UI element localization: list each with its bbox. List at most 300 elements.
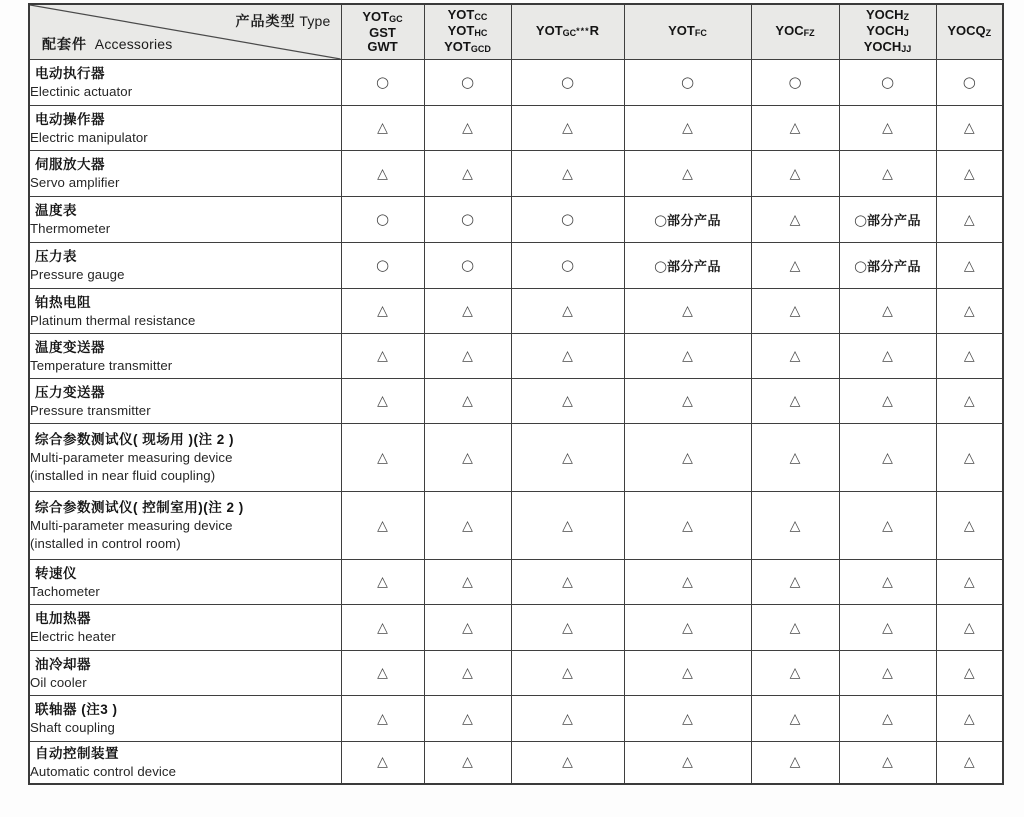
column-header-line <box>342 26 424 40</box>
circle-symbol: ○ <box>653 256 668 275</box>
compat-cell-triangle <box>751 742 839 784</box>
triangle-symbol: △ <box>462 517 473 534</box>
table-row <box>29 106 1003 151</box>
column-header-line <box>937 24 1003 40</box>
triangle-symbol: △ <box>682 665 693 681</box>
row-label-cell <box>29 560 341 605</box>
triangle-symbol: △ <box>882 619 893 636</box>
triangle-symbol: △ <box>682 165 693 182</box>
triangle-symbol: △ <box>682 517 693 534</box>
compat-cell-triangle <box>936 424 1003 492</box>
compat-cell-triangle <box>936 334 1003 379</box>
compat-cell-triangle <box>424 651 511 696</box>
row-label-cell <box>29 424 341 492</box>
model-code-subscript: GC <box>389 14 403 24</box>
column-header-yoc-fz <box>751 4 839 60</box>
compat-cell-triangle <box>424 106 511 151</box>
compat-cell-triangle <box>511 424 624 492</box>
triangle-symbol: △ <box>377 574 388 590</box>
compat-cell-circle <box>511 60 624 106</box>
triangle-symbol: △ <box>562 393 573 409</box>
triangle-symbol: △ <box>377 120 388 136</box>
compat-cell-triangle <box>751 492 839 560</box>
triangle-symbol: △ <box>562 754 573 771</box>
circle-symbol: ○ <box>880 73 895 91</box>
table-row <box>29 492 1003 560</box>
compat-cell-circle-partial <box>839 197 936 243</box>
compat-cell-triangle <box>511 605 624 651</box>
row-label-cell <box>29 243 341 289</box>
row-label-zh: 联轴器 (注3 ) <box>35 702 118 717</box>
compat-cell-triangle <box>936 560 1003 605</box>
circle-symbol: ○ <box>788 73 802 91</box>
triangle-symbol: △ <box>682 348 693 364</box>
model-code-subscript: GC <box>562 28 577 38</box>
column-header-line <box>342 10 424 26</box>
column-header-line <box>840 8 936 24</box>
compat-cell-triangle <box>839 651 936 696</box>
row-label-cell <box>29 334 341 379</box>
triangle-symbol: △ <box>882 574 893 590</box>
compat-cell-triangle <box>839 151 936 197</box>
triangle-symbol: △ <box>963 165 975 182</box>
triangle-symbol: △ <box>882 393 893 409</box>
triangle-symbol: △ <box>462 348 473 364</box>
row-label-en: Platinum thermal resistance <box>30 312 196 328</box>
triangle-symbol: △ <box>377 165 388 182</box>
row-label-zh: 综合参数测试仪( 现场用 )(注 2 ) <box>35 432 234 447</box>
triangle-symbol: △ <box>882 665 893 681</box>
row-label-cell <box>29 197 341 243</box>
triangle-symbol: △ <box>682 710 693 727</box>
partial-products-label: 部分产品 <box>667 258 722 274</box>
compat-cell-triangle <box>341 696 424 742</box>
triangle-symbol: △ <box>562 303 573 319</box>
triangle-symbol: △ <box>789 619 801 636</box>
compat-cell-triangle <box>624 106 751 151</box>
compat-cell-triangle <box>511 106 624 151</box>
table-row <box>29 379 1003 424</box>
row-label-en: (installed in control room) <box>30 536 181 551</box>
compat-cell-triangle <box>839 560 936 605</box>
triangle-symbol: △ <box>963 348 975 364</box>
compat-cell-triangle <box>751 151 839 197</box>
table-row <box>29 289 1003 334</box>
circle-symbol: ○ <box>375 73 390 91</box>
partial-products-label: 部分产品 <box>867 258 922 274</box>
triangle-symbol: △ <box>789 165 801 182</box>
triangle-symbol: △ <box>882 303 893 319</box>
column-header-yot-gc-r <box>511 4 624 60</box>
column-header-yot-fc <box>624 4 751 60</box>
compat-cell-triangle <box>341 742 424 784</box>
model-code-subscript: JJ <box>901 44 912 54</box>
row-label-cell <box>29 492 341 560</box>
compat-cell-triangle <box>839 605 936 651</box>
compat-cell-triangle <box>751 651 839 696</box>
row-label-zh: 伺服放大器 <box>35 157 105 172</box>
table-row <box>29 560 1003 605</box>
row-label-zh: 铂热电阻 <box>35 294 91 310</box>
model-code-text: *** <box>576 26 590 36</box>
row-label-cell <box>29 151 341 197</box>
circle-symbol: ○ <box>853 256 868 275</box>
compat-cell-triangle <box>511 151 624 197</box>
compat-cell-circle <box>751 60 839 106</box>
triangle-symbol: △ <box>562 449 573 466</box>
circle-symbol: ○ <box>680 73 695 91</box>
triangle-symbol: △ <box>377 348 388 364</box>
model-code-text: YOT <box>668 23 695 38</box>
compat-cell-triangle <box>936 742 1003 784</box>
compat-cell-triangle <box>341 289 424 334</box>
compat-cell-triangle <box>341 151 424 197</box>
compat-cell-circle <box>936 60 1003 106</box>
compat-cell-triangle <box>839 379 936 424</box>
compat-cell-triangle <box>511 651 624 696</box>
model-code-text: YOCH <box>866 23 904 38</box>
model-code-text: YOT <box>535 23 563 38</box>
row-label-cell <box>29 106 341 151</box>
accessories-label-en: Accessories <box>94 36 173 52</box>
triangle-symbol: △ <box>562 574 573 590</box>
compatibility-table <box>28 3 1004 785</box>
model-code-text: YOC <box>775 23 804 38</box>
compat-cell-triangle <box>751 605 839 651</box>
row-label-en: Thermometer <box>30 221 111 236</box>
triangle-symbol: △ <box>882 754 893 771</box>
triangle-symbol: △ <box>682 449 693 466</box>
circle-symbol: ○ <box>853 210 868 229</box>
row-label-en: Multi-parameter measuring device <box>30 518 233 533</box>
compat-cell-triangle <box>751 424 839 492</box>
compat-cell-triangle <box>936 197 1003 243</box>
compat-cell-triangle <box>424 334 511 379</box>
table-row <box>29 651 1003 696</box>
compat-cell-triangle <box>751 334 839 379</box>
circle-symbol: ○ <box>460 73 475 91</box>
triangle-symbol: △ <box>682 574 693 590</box>
column-header-yot-gc-gst-gwt <box>341 4 424 60</box>
compat-cell-triangle <box>839 696 936 742</box>
triangle-symbol: △ <box>882 120 893 136</box>
triangle-symbol: △ <box>963 257 975 274</box>
triangle-symbol: △ <box>682 619 693 636</box>
circle-symbol: ○ <box>460 210 475 228</box>
column-header-line <box>425 40 511 56</box>
row-label-en: Pressure transmitter <box>30 402 151 418</box>
compat-cell-triangle <box>511 289 624 334</box>
row-label-cell <box>29 379 341 424</box>
model-code-text: GST <box>369 25 396 40</box>
row-label-zh: 压力表 <box>35 249 77 264</box>
triangle-symbol: △ <box>882 165 893 182</box>
triangle-symbol: △ <box>789 303 801 319</box>
row-label-zh: 电动操作器 <box>35 111 105 127</box>
compat-cell-triangle <box>624 492 751 560</box>
triangle-symbol: △ <box>963 574 975 590</box>
compat-cell-triangle <box>936 379 1003 424</box>
row-label-cell <box>29 605 341 651</box>
table-row <box>29 151 1003 197</box>
compat-cell-triangle <box>624 560 751 605</box>
triangle-symbol: △ <box>682 120 693 136</box>
row-label-cell <box>29 651 341 696</box>
column-header-line <box>840 24 936 40</box>
triangle-symbol: △ <box>562 710 573 727</box>
accessories-label-zh: 配套件 <box>42 36 87 52</box>
circle-symbol: ○ <box>460 256 475 274</box>
compat-cell-triangle <box>624 696 751 742</box>
row-label-en: Automatic control device <box>30 763 177 779</box>
triangle-symbol: △ <box>963 303 975 319</box>
compat-cell-triangle <box>624 651 751 696</box>
triangle-symbol: △ <box>963 619 975 636</box>
row-label-en: Electinic actuator <box>30 84 133 99</box>
triangle-symbol: △ <box>462 665 473 681</box>
row-label-en: Oil cooler <box>30 674 87 690</box>
compat-cell-triangle <box>751 560 839 605</box>
triangle-symbol: △ <box>789 665 801 681</box>
triangle-symbol: △ <box>882 348 893 364</box>
compat-cell-triangle <box>511 560 624 605</box>
compat-cell-circle <box>341 60 424 106</box>
compat-cell-triangle <box>751 696 839 742</box>
row-label-cell <box>29 696 341 742</box>
model-code-subscript: FZ <box>803 28 815 38</box>
row-label-en: Electric heater <box>30 629 116 644</box>
row-label-en: Shaft coupling <box>30 720 115 735</box>
triangle-symbol: △ <box>789 710 801 727</box>
compat-cell-triangle <box>936 696 1003 742</box>
triangle-symbol: △ <box>789 211 801 228</box>
column-header-line <box>512 24 624 40</box>
compat-cell-circle-partial <box>624 197 751 243</box>
type-label-en: Type <box>299 13 331 29</box>
circle-symbol: ○ <box>962 73 976 91</box>
column-header-line <box>625 24 751 40</box>
partial-products-label: 部分产品 <box>667 212 722 228</box>
compat-cell-triangle <box>936 605 1003 651</box>
compat-cell-triangle <box>511 696 624 742</box>
row-label-en: (installed in near fluid coupling) <box>30 468 216 483</box>
table-row <box>29 424 1003 492</box>
compat-cell-triangle <box>511 379 624 424</box>
compat-cell-triangle <box>424 424 511 492</box>
triangle-symbol: △ <box>462 574 473 590</box>
triangle-symbol: △ <box>789 393 801 409</box>
compat-cell-triangle <box>751 197 839 243</box>
compat-cell-triangle <box>839 106 936 151</box>
triangle-symbol: △ <box>462 449 473 466</box>
triangle-symbol: △ <box>963 517 975 534</box>
compat-cell-circle <box>511 197 624 243</box>
triangle-symbol: △ <box>789 517 801 534</box>
triangle-symbol: △ <box>462 754 473 771</box>
triangle-symbol: △ <box>377 619 388 636</box>
triangle-symbol: △ <box>462 393 473 409</box>
compat-cell-triangle <box>751 289 839 334</box>
compat-cell-triangle <box>624 742 751 784</box>
compat-cell-circle <box>511 243 624 289</box>
compat-cell-triangle <box>936 151 1003 197</box>
triangle-symbol: △ <box>963 449 975 466</box>
compat-cell-triangle <box>936 492 1003 560</box>
compat-cell-circle <box>341 197 424 243</box>
compat-cell-triangle <box>936 651 1003 696</box>
row-label-en: Electric manipulator <box>30 129 148 145</box>
compat-cell-triangle <box>341 560 424 605</box>
column-header-line <box>752 24 839 40</box>
row-label-cell <box>29 289 341 334</box>
compat-cell-triangle <box>511 492 624 560</box>
row-label-zh: 温度变送器 <box>35 339 105 355</box>
compat-cell-triangle <box>839 289 936 334</box>
triangle-symbol: △ <box>462 303 473 319</box>
compat-cell-circle <box>424 60 511 106</box>
compat-cell-circle-partial <box>624 243 751 289</box>
table-row <box>29 696 1003 742</box>
compat-cell-triangle <box>624 334 751 379</box>
compat-cell-triangle <box>424 151 511 197</box>
compat-cell-circle <box>424 243 511 289</box>
model-code-text: R <box>589 23 600 38</box>
triangle-symbol: △ <box>963 754 975 771</box>
triangle-symbol: △ <box>462 710 473 727</box>
compat-cell-triangle <box>751 106 839 151</box>
model-code-subscript: Z <box>985 28 992 38</box>
circle-symbol: ○ <box>560 73 575 91</box>
row-label-zh: 电动执行器 <box>35 66 105 81</box>
compat-cell-triangle <box>424 379 511 424</box>
model-code-text: YOT <box>447 23 475 38</box>
column-header-line <box>840 40 936 56</box>
model-code-text: YOCH <box>865 7 904 22</box>
triangle-symbol: △ <box>963 393 975 409</box>
column-header-yoch-z-j-jj <box>839 4 936 60</box>
model-code-subscript: Z <box>903 12 910 22</box>
compat-cell-triangle <box>424 289 511 334</box>
triangle-symbol: △ <box>682 303 693 319</box>
triangle-symbol: △ <box>377 303 388 319</box>
triangle-symbol: △ <box>963 710 975 727</box>
column-header-line <box>425 8 511 24</box>
column-header-line <box>425 24 511 40</box>
triangle-symbol: △ <box>789 257 801 274</box>
triangle-symbol: △ <box>562 665 573 681</box>
type-label-zh: 产品类型 <box>235 13 296 29</box>
row-label-cell <box>29 60 341 106</box>
compat-cell-triangle <box>936 106 1003 151</box>
table-row <box>29 334 1003 379</box>
compat-cell-triangle <box>511 742 624 784</box>
triangle-symbol: △ <box>882 710 893 727</box>
compat-cell-triangle <box>424 605 511 651</box>
compat-cell-triangle <box>624 151 751 197</box>
compat-cell-triangle <box>424 696 511 742</box>
model-code-text: YOCH <box>863 39 902 54</box>
triangle-symbol: △ <box>789 120 801 136</box>
compat-cell-triangle <box>624 379 751 424</box>
model-code-text: YOT <box>444 39 471 54</box>
compat-cell-triangle <box>839 742 936 784</box>
triangle-symbol: △ <box>377 517 388 534</box>
compat-cell-triangle <box>341 106 424 151</box>
compat-cell-triangle <box>341 492 424 560</box>
compat-cell-triangle <box>751 243 839 289</box>
column-header-yocq-z <box>936 4 1003 60</box>
triangle-symbol: △ <box>963 211 975 228</box>
row-label-en: Pressure gauge <box>30 267 125 282</box>
compat-cell-triangle <box>341 379 424 424</box>
model-code-subscript: FC <box>694 28 707 38</box>
triangle-symbol: △ <box>882 517 893 534</box>
row-label-en: Servo amplifier <box>30 175 120 190</box>
circle-symbol: ○ <box>653 210 668 229</box>
corner-type-label <box>235 11 330 31</box>
triangle-symbol: △ <box>682 393 693 409</box>
table-row <box>29 60 1003 106</box>
triangle-symbol: △ <box>377 710 388 727</box>
column-header-yot-cc-hc-gcd <box>424 4 511 60</box>
triangle-symbol: △ <box>377 393 388 409</box>
compat-cell-circle-partial <box>839 243 936 289</box>
partial-products-label: 部分产品 <box>867 212 922 228</box>
compat-cell-triangle <box>751 379 839 424</box>
row-label-zh: 油冷却器 <box>35 656 91 672</box>
header-row <box>29 4 1003 60</box>
triangle-symbol: △ <box>789 449 801 466</box>
compat-cell-triangle <box>424 742 511 784</box>
triangle-symbol: △ <box>562 348 573 364</box>
column-header-line <box>342 40 424 54</box>
triangle-symbol: △ <box>562 120 573 136</box>
model-code-subscript: GCD <box>470 44 491 54</box>
circle-symbol: ○ <box>375 210 390 228</box>
compat-cell-triangle <box>839 424 936 492</box>
row-label-en: Multi-parameter measuring device <box>30 450 233 465</box>
triangle-symbol: △ <box>562 517 573 534</box>
row-label-zh: 温度表 <box>35 203 77 218</box>
table-row <box>29 605 1003 651</box>
row-label-zh: 转速仪 <box>35 565 77 581</box>
compat-cell-triangle <box>624 605 751 651</box>
triangle-symbol: △ <box>882 449 893 466</box>
compat-cell-circle <box>624 60 751 106</box>
triangle-symbol: △ <box>377 754 388 771</box>
circle-symbol: ○ <box>560 256 575 274</box>
triangle-symbol: △ <box>462 619 473 636</box>
triangle-symbol: △ <box>789 754 801 771</box>
triangle-symbol: △ <box>562 165 573 182</box>
compat-cell-triangle <box>936 289 1003 334</box>
compat-cell-triangle <box>341 651 424 696</box>
compat-cell-circle <box>341 243 424 289</box>
corner-accessories-label <box>42 34 172 54</box>
accessories-compatibility-table <box>28 3 1004 785</box>
triangle-symbol: △ <box>682 754 693 771</box>
circle-symbol: ○ <box>560 210 575 228</box>
model-code-subscript: CC <box>474 12 488 22</box>
compat-cell-triangle <box>624 424 751 492</box>
triangle-symbol: △ <box>789 348 801 364</box>
triangle-symbol: △ <box>562 619 573 636</box>
triangle-symbol: △ <box>963 120 975 136</box>
row-label-cell <box>29 742 341 784</box>
triangle-symbol: △ <box>963 665 975 681</box>
compat-cell-triangle <box>936 243 1003 289</box>
compat-cell-triangle <box>341 424 424 492</box>
